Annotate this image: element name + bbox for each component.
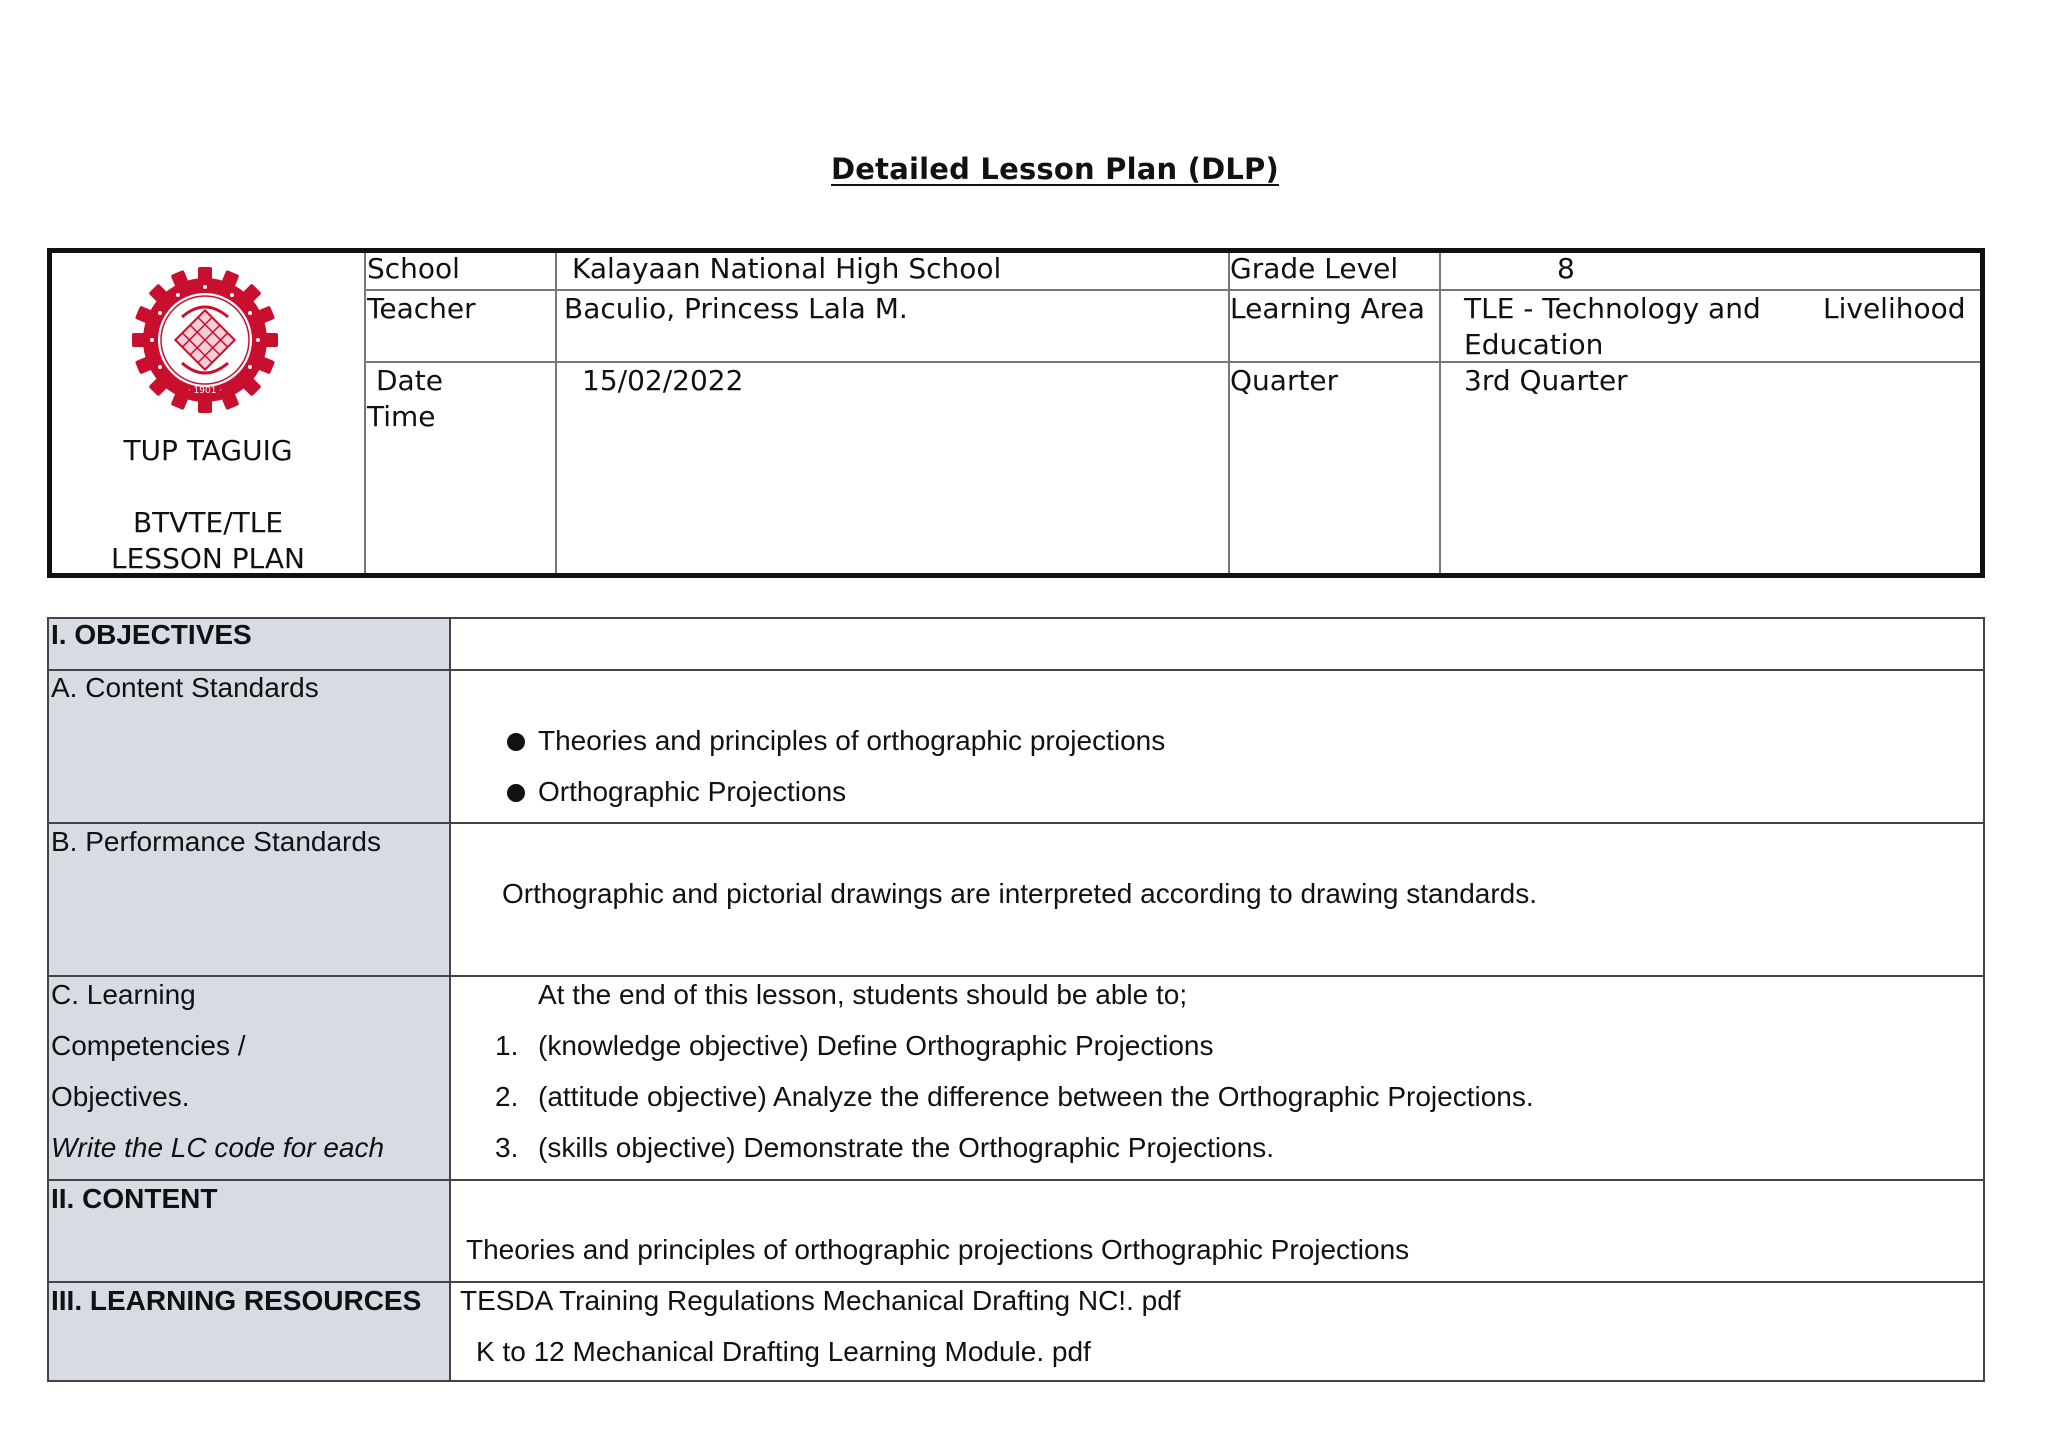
divider — [49, 1179, 1983, 1181]
competencies-label-line2: Competencies / — [51, 1030, 246, 1061]
svg-text:· 1901 ·: · 1901 · — [187, 386, 223, 396]
content-standard-item: Orthographic Projections — [538, 776, 847, 807]
program-line2: LESSON PLAN — [111, 542, 305, 575]
resource-item: K to 12 Mechanical Drafting Learning Module. pdf — [476, 1336, 1091, 1367]
area-label: Learning Area — [1230, 292, 1425, 325]
content-standards-label: A. Content Standards — [51, 672, 319, 703]
content-heading: II. CONTENT — [51, 1183, 218, 1214]
learning-resources-heading: III. LEARNING RESOURCES — [51, 1285, 422, 1316]
divider — [449, 619, 451, 1380]
objective-number: 2. — [495, 1081, 519, 1112]
competencies-label-line3: Objectives. — [51, 1081, 190, 1112]
performance-standards-label: B. Performance Standards — [51, 826, 381, 857]
date-value: 15/02/2022 — [582, 364, 744, 397]
divider — [555, 253, 557, 573]
document-title: Detailed Lesson Plan (DLP) — [831, 152, 1279, 186]
objectives-heading: I. OBJECTIVES — [51, 619, 252, 650]
grade-value: 8 — [1557, 252, 1575, 285]
teacher-value: Baculio, Princess Lala M. — [564, 292, 908, 325]
school-value: Kalayaan National High School — [572, 252, 1002, 285]
teacher-label: Teacher — [367, 292, 476, 325]
performance-standards-text: Orthographic and pictorial drawings are interpreted according to drawing standards. — [502, 878, 1538, 909]
divider — [49, 669, 1983, 671]
resource-item: TESDA Training Regulations Mechanical Drafting NC!. pdf — [460, 1285, 1181, 1316]
quarter-label: Quarter — [1230, 364, 1339, 397]
time-label: Time — [367, 400, 436, 433]
institution-name: TUP TAGUIG — [123, 434, 293, 467]
competencies-intro: At the end of this lesson, students should be able to; — [538, 979, 1188, 1010]
objective-number: 3. — [495, 1132, 519, 1163]
header-info-table — [47, 248, 1985, 578]
divider — [1439, 253, 1441, 573]
objective-item: (knowledge objective) Define Orthographic Projections — [538, 1030, 1214, 1061]
area-value-word2: Livelihood — [1823, 292, 1966, 325]
competencies-label-note: Write the LC code for each — [51, 1132, 385, 1163]
school-label: School — [367, 252, 460, 285]
objective-item: (skills objective) Demonstrate the Orthographic Projections. — [538, 1132, 1275, 1163]
logo-cell — [52, 253, 364, 573]
quarter-value: 3rd Quarter — [1464, 364, 1628, 397]
bullet-icon — [507, 784, 525, 802]
bullet-icon — [507, 733, 525, 751]
program-line1: BTVTE/TLE — [132, 506, 284, 539]
area-value-line1: TLE - Technology and — [1464, 292, 1761, 325]
lesson-plan-table — [47, 617, 1985, 1382]
area-value-line2: Education — [1464, 328, 1604, 361]
tup-seal-logo — [132, 267, 278, 413]
objective-item: (attitude objective) Analyze the difference between the Orthographic Projections. — [538, 1081, 1534, 1112]
content-standard-item: Theories and principles of orthographic projections — [538, 725, 1166, 756]
content-text: Theories and principles of orthographic projections Orthographic Projections — [466, 1234, 1410, 1265]
objective-number: 1. — [495, 1030, 519, 1061]
competencies-label-line1: C. Learning — [51, 979, 196, 1010]
divider — [364, 253, 366, 573]
date-label: Date — [376, 364, 443, 397]
grade-label: Grade Level — [1230, 252, 1399, 285]
